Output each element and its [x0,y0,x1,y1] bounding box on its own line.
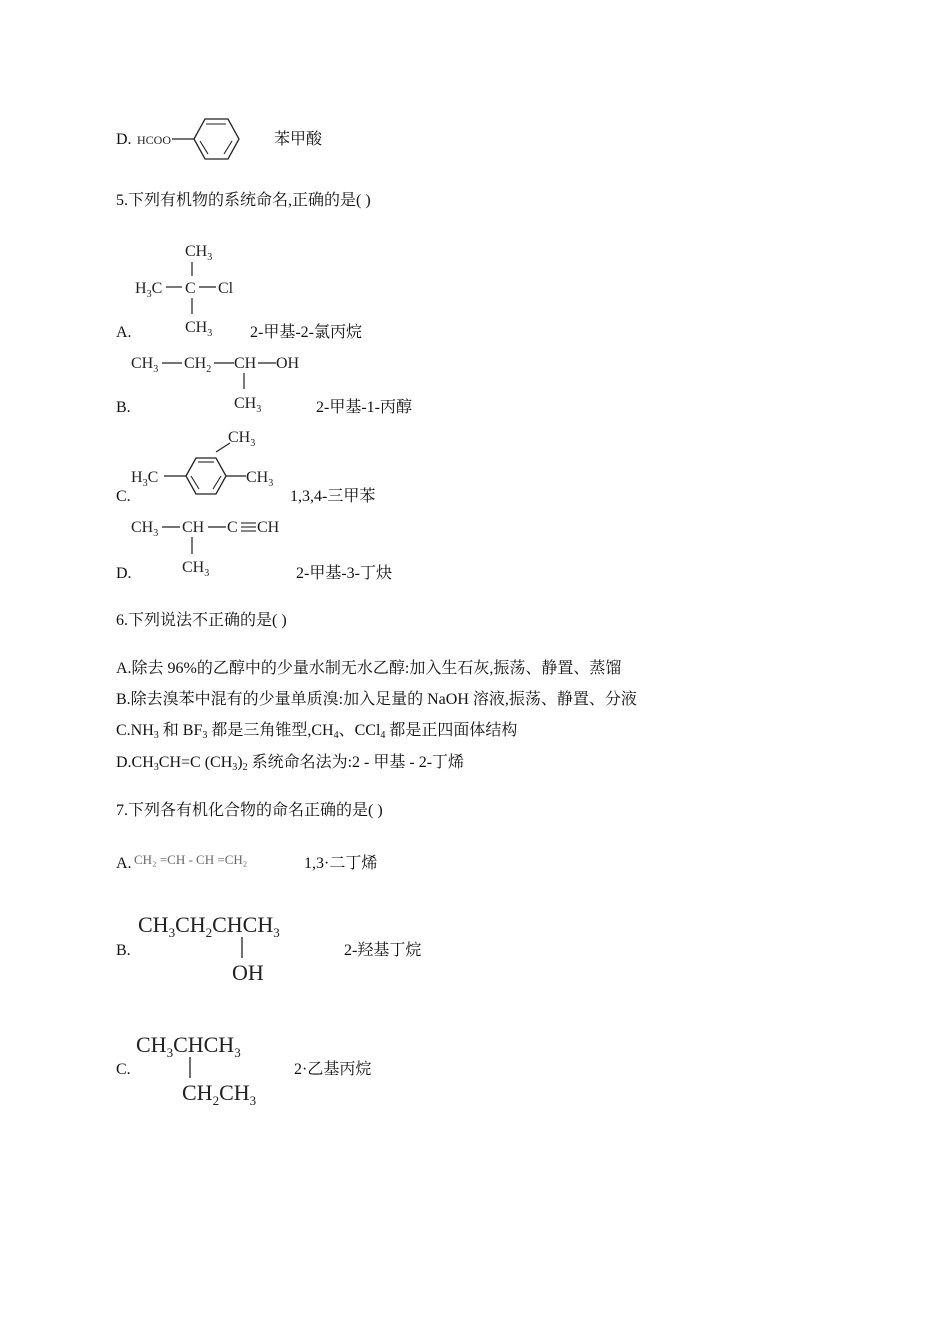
q7-option-c-name: 2·乙基丙烷 [294,1061,372,1078]
q4-option-d-name: 苯甲酸 [274,131,323,148]
svg-text:CH3CH2CHCH3: $CH_3CH_2CHCH_3$ [138,912,280,940]
svg-text:CH3: $CH_3$ [228,429,256,449]
hcoo-group: HCOO [137,133,172,147]
svg-text:H3C: $H_3C$ [135,280,163,300]
svg-text:CH3: $CH_3$ [131,355,159,375]
svg-text:Cl: Cl [218,280,234,297]
q5-option-a-structure [130,236,250,340]
svg-text:C: C [227,519,238,536]
q7-option-a-name: 1,3·二丁烯 [304,855,378,872]
q6-stem: 6.下列说法不正确的是( ) [116,612,287,629]
q5-option-b-structure [128,346,308,416]
svg-text:OH: OH [276,355,300,372]
svg-text:CH: CH [182,519,205,536]
q7-option-b-label: B. [116,942,131,959]
svg-text:CH2: $CH_2$ [184,355,212,375]
svg-text:CH3: $CH_3$ [234,395,262,415]
q7-option-c-label: C. [116,1061,131,1078]
q7-option-a-formula: CH₂ =CH - CH =CH₂ [134,852,248,867]
svg-text:CH: CH [257,519,280,536]
q6-option-b: B.除去溴苯中混有的少量单质溴:加入足量的 NaOH 溶液,振荡、静置、分液 [116,691,637,708]
svg-text:H3C: $H_3C$ [131,469,159,489]
q6-option-a: A.除去 96%的乙醇中的少量水制无水乙醇:加入生石灰,振荡、静置、蒸馏 [116,660,622,677]
q7-option-c-structure [134,1024,294,1108]
q4-option-d-structure [134,112,246,164]
q4-option-d-label: D. [116,131,132,148]
q5-option-a-label: A. [116,324,132,341]
q5-option-d-name: 2-甲基-3-丁炔 [296,565,392,582]
svg-text:CH3: $CH_3$ [131,519,159,539]
svg-text:CH: CH [234,355,257,372]
q5-option-c-name: 1,3,4-三甲苯 [290,488,376,505]
svg-text:CH3CHCH3: $CH_3CHCH_3$ [136,1032,241,1060]
q5-option-d-structure [128,510,298,582]
q5-option-d-label: D. [116,565,132,582]
q7-option-b-structure [136,904,336,988]
q6-option-c: $C.NH_3$ 和 $BF_3$ 都是三角锥型$,CH_4$、CCl$_4$ 都是正四面体结构 [116,722,518,741]
svg-text:CH3: $CH_3$ [246,469,274,489]
svg-text:CH3: $CH_3$ [182,559,210,579]
q5-option-c-structure [128,424,288,504]
svg-text:C: C [185,280,196,297]
svg-text:OH: OH [232,960,264,985]
q6-option-d: $D.CH_3CH=C$ $(CH_3)_2$ 系统命名法为:2 - 甲基 - 2-丁烯 [116,754,465,773]
q7-stem: 7.下列各有机化合物的命名正确的是( ) [116,802,383,819]
svg-text:CH3: $CH_3$ [185,243,213,263]
q5-option-b-name: 2-甲基-1-丙醇 [316,399,412,416]
q5-option-b-label: B. [116,399,131,416]
q7-option-b-name: 2-羟基丁烷 [344,942,422,959]
q7-option-a-label: A. [116,855,132,872]
q5-option-c-label: C. [116,488,131,505]
svg-text:CH3: $CH_3$ [185,319,213,339]
q5-stem: 5.下列有机物的系统命名,正确的是( ) [116,192,371,209]
q5-option-a-name: 2-甲基-2-氯丙烷 [250,324,362,341]
svg-text:CH2CH3: $CH_2CH_3$ [182,1080,257,1108]
